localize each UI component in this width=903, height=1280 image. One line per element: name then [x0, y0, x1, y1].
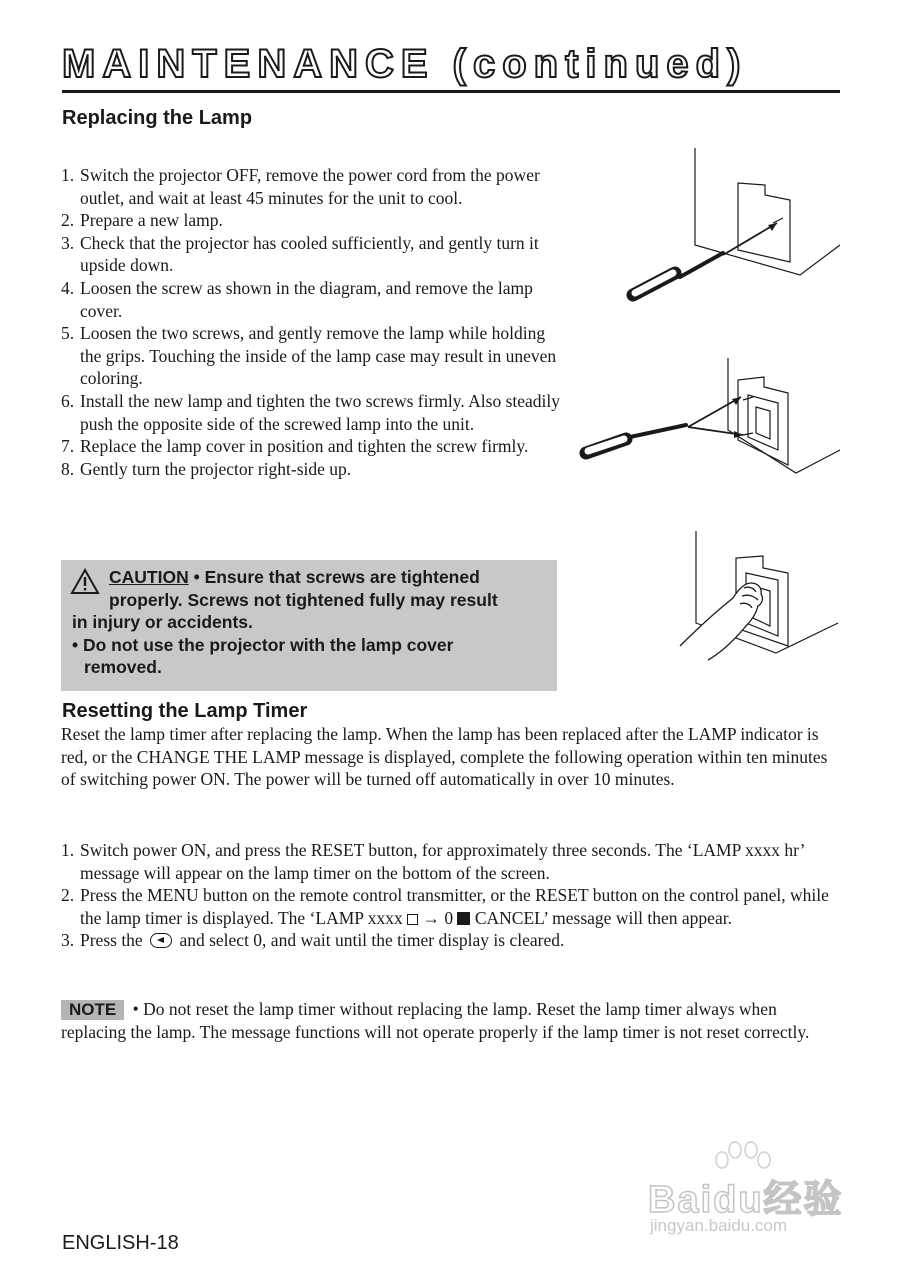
note-label: NOTE	[61, 1000, 124, 1020]
note-paragraph: NOTE • Do not reset the lamp timer without replacing the lamp. Reset the lamp timer always when replacing the lamp. The message functions will not operate properly if the lamp timer is not reset correctly.	[61, 999, 810, 1042]
caution-line: CAUTION • Ensure that screws are tightened	[109, 567, 480, 587]
lamp-cover-screw-illustration	[625, 145, 845, 305]
list-item: 6. Install the new lamp and tighten the two screws firmly. Also steadily push the opposite side of the screwed lamp into the unit.	[61, 390, 561, 434]
page-number: ENGLISH-18	[62, 1232, 179, 1254]
list-item: 1. Switch the projector OFF, remove the power cord from the power outlet, and wait at least 45 minutes for the unit to cool.	[61, 165, 540, 208]
watermark-brand: Baidu经验	[648, 1179, 844, 1221]
section-heading-replacing: Replacing the Lamp	[62, 107, 253, 129]
resetting-intro: Reset the lamp timer after replacing the lamp. When the lamp has been replaced after the LAMP indicator is red, or the CHANGE THE LAMP message is displayed, complete the following operation within ten minutes of switching power ON. The power will be turned off automatically in over 10 minutes.	[61, 724, 828, 790]
caution-line: properly. Screws not tightened fully may result	[109, 589, 498, 610]
warning-icon	[70, 568, 100, 596]
replace-steps-list	[61, 164, 561, 480]
page-title: MAINTENANCE (continued)	[62, 42, 748, 86]
caution-box	[61, 560, 557, 691]
list-item: 7. Replace the lamp cover in position and tighten the screw firmly.	[61, 436, 529, 457]
reset-steps-list	[61, 839, 831, 952]
list-item: 4. Loosen the screw as shown in the diagram, and remove the lamp cover.	[61, 277, 533, 321]
caution-line: in injury or accidents.	[72, 612, 253, 633]
list-item: 5. Loosen the two screws, and gently remove the lamp while holding the grips. Touching the inside of the lamp case may result in uneven coloring.	[61, 323, 557, 389]
title-divider	[62, 90, 840, 93]
caution-line: removed.	[84, 657, 162, 678]
list-item: 1. Switch power ON, and press the RESET button, for approximately three seconds. The ‘LAMP xxxx hr’ message will appear on the lamp timer on the bottom of the screen.	[61, 840, 805, 883]
hand-removing-lamp-illustration	[678, 528, 843, 663]
list-item: 3. Check that the projector has cooled sufficiently, and gently turn it upside down.	[61, 232, 539, 276]
section-heading-resetting: Resetting the Lamp Timer	[62, 700, 308, 722]
caution-line: • Do not use the projector with the lamp cover	[72, 634, 454, 655]
lamp-screws-illustration	[578, 355, 843, 480]
left-arrow-button-icon	[150, 933, 172, 948]
list-item: 2. Press the MENU button on the remote control transmitter, or the RESET button on the control panel, while the lamp timer is displayed. The ‘LAMP xxxx → 0 CANCEL’ message will then appear.	[61, 885, 829, 928]
list-item: 8. Gently turn the projector right-side up.	[61, 458, 352, 479]
empty-square-icon	[407, 914, 418, 925]
list-item: 2. Prepare a new lamp.	[61, 210, 223, 231]
filled-square-icon	[457, 912, 470, 925]
list-item: 3. Press the and select 0, and wait until the timer display is cleared.	[61, 930, 565, 951]
caution-label: CAUTION	[109, 567, 189, 587]
watermark-url: jingyan.baidu.com	[650, 1216, 788, 1235]
